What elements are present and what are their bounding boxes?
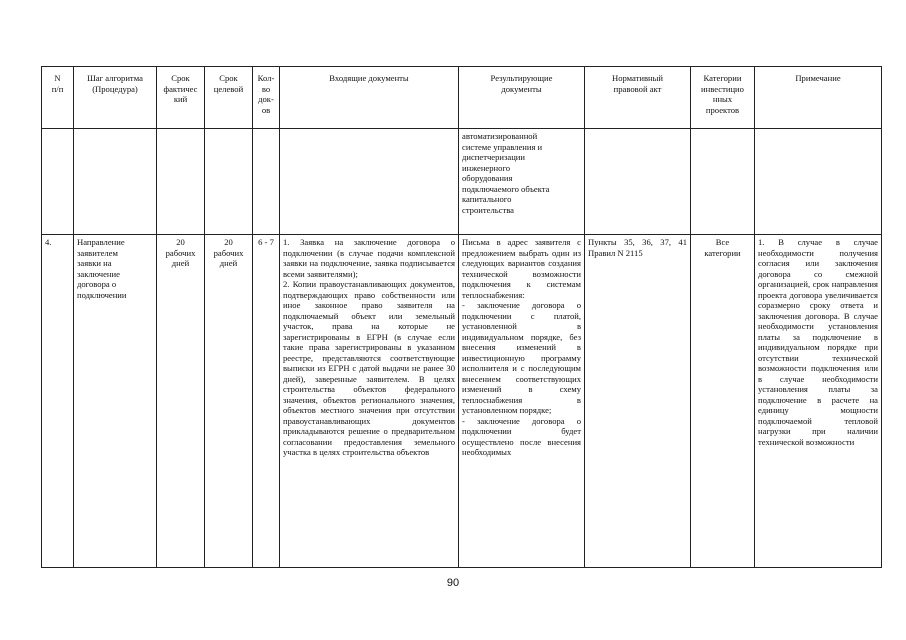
header-docs-count: Кол- во док- ов	[253, 67, 280, 129]
header-actual-term: Срок фактичес кий	[157, 67, 205, 129]
cell-legal-act: Пункты 35, 36, 37, 41 Правил N 2115	[585, 235, 691, 568]
cell-step	[74, 129, 157, 235]
header-note: Примечание	[755, 67, 882, 129]
cell-input-documents	[280, 129, 459, 235]
table-row	[42, 129, 882, 235]
cell-step: Направление заявителем заявки на заключение договора о подключении	[74, 235, 157, 568]
cell-actual-term: 20 рабочих дней	[157, 235, 205, 568]
cell-note	[755, 129, 882, 235]
procedure-table	[41, 66, 882, 568]
header-step: Шаг алгоритма (Процедура)	[74, 67, 157, 129]
cell-project-categories: Все категории	[691, 235, 755, 568]
header-project-categories: Категории инвестицио нных проектов	[691, 67, 755, 129]
cell-output-documents: Письма в адрес заявителя с предложением выбрать один из следующих вариантов создания технической возможности подключения к системам теплоснабжения: - заключение договора о подключении с платой, установленной в индивидуальном порядке, без внесения изменений в инвестиционную программу исполнителя и с последующим внесением соответствующих изменений в схему теплоснабжения в установленном порядке; - заключение договора о подключении будет осуществлено после внесения необходимых	[459, 235, 585, 568]
cell-docs-count: 6 - 7	[253, 235, 280, 568]
cell-note: 1. В случае в случае необходимости получения согласия или заключения договора со смежной организацией, срок направления проекта договора увеличивается соразмерно сроку ответа и заключения договора. В случае необходимости установления платы за подключение в индивидуальном порядке при отсутствии технической возможности подключения или в случае необходимости установления платы за подключение в расчете на единицу мощности подключаемой тепловой нагрузки при наличии технической возможности	[755, 235, 882, 568]
cell-input-documents: 1. Заявка на заключение договора о подключении (в случае подачи комплексной заявки на подключение, заявка подписывается всеми заявителями); 2. Копии правоустанавливающих документов, подтверждающих право собственности или иное законное право заявителя на подключаемый объект или земельный участок, права на которые не зарегистрированы в ЕГРН (в случае если такие права зарегистрированы в указанном реестре, представляются соответствующие выписки из ЕГРН с датой выдачи не ранее 30 дней), заверенные заявителем. В целях строительства объектов федерального значения, объектов регионального значения, объектов местного значения при отсутствии правоустанавливающих документов прикладываются решение о предварительном согласовании предоставления земельного участка в целях строительства объектов	[280, 235, 459, 568]
cell-actual-term	[157, 129, 205, 235]
cell-project-categories	[691, 129, 755, 235]
cell-target-term: 20 рабочих дней	[205, 235, 253, 568]
header-legal-act: Нормативный правовой акт	[585, 67, 691, 129]
cell-num	[42, 129, 74, 235]
header-target-term: Срок целевой	[205, 67, 253, 129]
cell-num: 4.	[42, 235, 74, 568]
cell-output-documents: автоматизированной системе управления и диспетчеризации инженерного оборудования подключаемого объекта капитального строительства	[459, 129, 585, 235]
header-num: N п/п	[42, 67, 74, 129]
page-number: 90	[446, 577, 460, 589]
cell-legal-act	[585, 129, 691, 235]
header-input-documents: Входящие документы	[280, 67, 459, 129]
cell-target-term	[205, 129, 253, 235]
table-row	[42, 235, 882, 568]
header-output-documents: Результирующие документы	[459, 67, 585, 129]
table-header-row	[42, 67, 882, 129]
cell-docs-count	[253, 129, 280, 235]
